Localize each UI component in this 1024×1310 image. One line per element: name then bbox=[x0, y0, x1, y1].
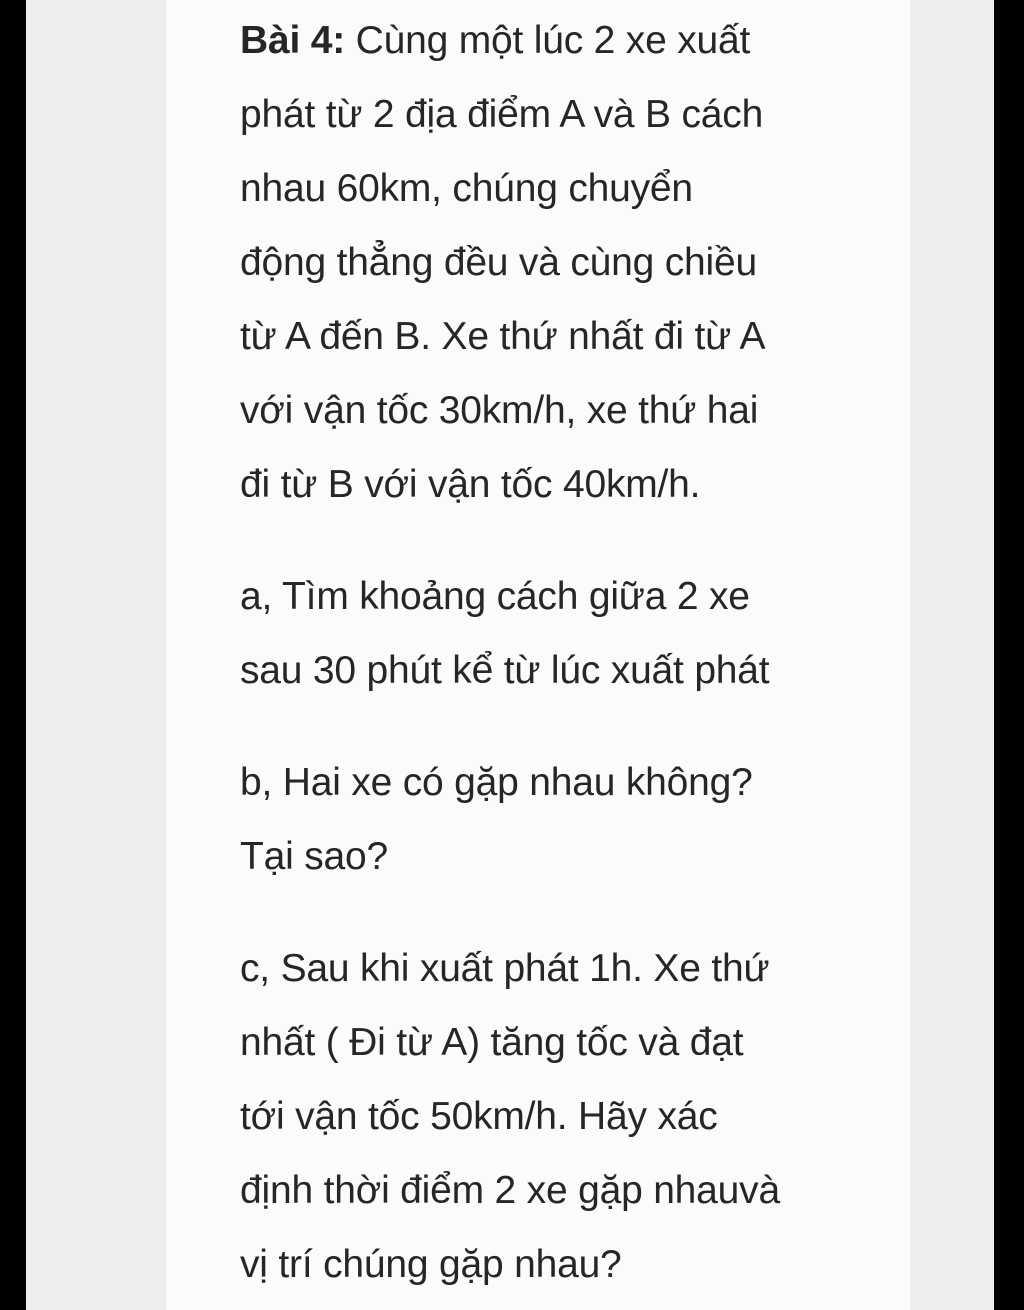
part-c-line-4: định thời điểm 2 xe gặp nhauvà bbox=[240, 1169, 780, 1212]
left-gray-margin bbox=[26, 0, 166, 1310]
right-black-edge bbox=[994, 0, 1024, 1310]
intro-line-7: đi từ B với vận tốc 40km/h. bbox=[240, 463, 701, 506]
problem-label: Bài 4: bbox=[240, 19, 346, 62]
document-page bbox=[166, 0, 910, 1310]
part-a bbox=[240, 560, 880, 708]
part-c-line-2: nhất ( Đi từ A) tăng tốc và đạt bbox=[240, 1021, 744, 1064]
intro-line-5: từ A đến B. Xe thứ nhất đi từ A bbox=[240, 315, 766, 358]
part-c-line-3: tới vận tốc 50km/h. Hãy xác bbox=[240, 1095, 718, 1138]
part-b-line-2: Tại sao? bbox=[240, 835, 388, 878]
part-a-line-1: a, Tìm khoảng cách giữa 2 xe bbox=[240, 575, 750, 618]
problem-text bbox=[240, 4, 880, 1302]
part-c-line-1: c, Sau khi xuất phát 1h. Xe thứ bbox=[240, 947, 770, 990]
intro-line-1: Bài 4: Cùng một lúc 2 xe xuất bbox=[240, 19, 751, 62]
part-a-line-2: sau 30 phút kể từ lúc xuất phát bbox=[240, 649, 770, 692]
right-gray-margin bbox=[910, 0, 994, 1310]
intro-line-6: với vận tốc 30km/h, xe thứ hai bbox=[240, 389, 759, 432]
problem-intro bbox=[240, 4, 880, 522]
intro-line-2: phát từ 2 địa điểm A và B cách bbox=[240, 93, 764, 136]
intro-line-3: nhau 60km, chúng chuyển bbox=[240, 167, 693, 210]
part-c bbox=[240, 932, 880, 1302]
part-b-line-1: b, Hai xe có gặp nhau không? bbox=[240, 761, 753, 804]
left-black-edge bbox=[0, 0, 26, 1310]
intro-line-4: động thẳng đều và cùng chiều bbox=[240, 241, 757, 284]
part-b bbox=[240, 746, 880, 894]
part-c-line-5: vị trí chúng gặp nhau? bbox=[240, 1243, 622, 1286]
